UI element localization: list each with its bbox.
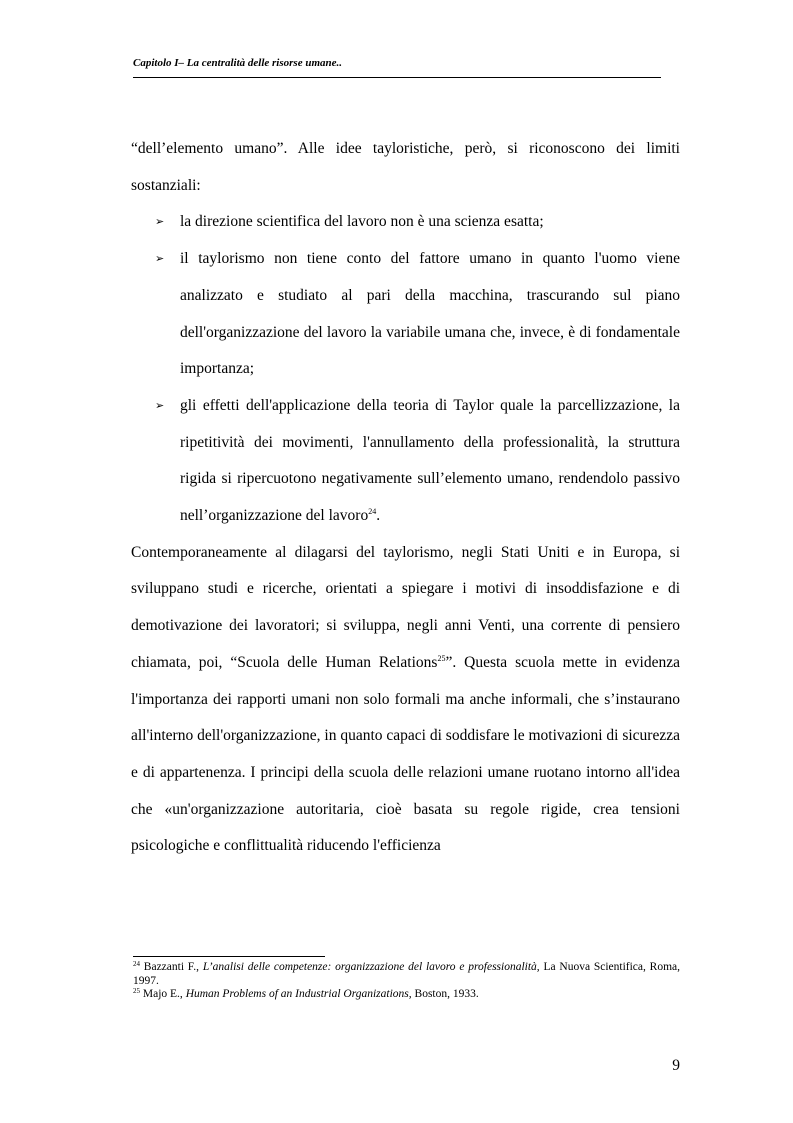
- arrow-bullet-icon: ➢: [155, 215, 165, 229]
- footnote-divider: [133, 956, 325, 957]
- footnote-25: [133, 988, 680, 1002]
- footnote-author: Majo E.,: [142, 988, 186, 1000]
- list-item-text: gli effetti dell'applicazione della teoria di Taylor quale la parcellizzazione, la ripetitività dei movimenti, l'annullamento della professionalità, la struttura rigida si ripercuotono negativamente sull’elemento umano, rendendolo passivo nell’organizzazione del lavoro: [180, 396, 680, 525]
- running-header: Capitolo I– La centralità delle risorse umane..: [133, 57, 343, 69]
- list-item-text: la direzione scientifica del lavoro non è una scienza esatta;: [180, 213, 544, 231]
- list-item-end: .: [376, 507, 381, 525]
- limits-list: [131, 204, 680, 534]
- body-text: [131, 131, 680, 865]
- arrow-bullet-icon: ➢: [155, 398, 165, 412]
- footnote-ref-24[interactable]: 24: [368, 507, 377, 517]
- main-paragraph: [131, 535, 680, 865]
- list-item-text: il taylorismo non tiene conto del fattore umano in quanto l'uomo viene analizzato e studiato al pari della macchina, trascurando sul piano dell'organizzazione del lavoro la variabile umana che, invece, è di fondamentale importanza;: [180, 250, 680, 378]
- footnote-number: 24: [133, 960, 140, 968]
- footnote-title: L’analisi delle competenze: organizzazione del lavoro e professionalità,: [202, 961, 540, 973]
- paragraph-text-1: Contemporaneamente al dilagarsi del taylorismo, negli Stati Uniti e in Europa, si sviluppano studi e ricerche, orientati a spiegare i motivi di insoddisfazione e di demotivazione dei lavoratori; si sviluppa, negli anni Venti, una corrente di pensiero chiamata, poi, “Scuola delle Human Relations: [131, 543, 680, 671]
- footnotes: [133, 961, 680, 1002]
- footnote-publisher: Boston, 1933.: [411, 988, 479, 1000]
- footnote-24: [133, 961, 680, 988]
- header-divider: [133, 77, 661, 78]
- list-item: [131, 204, 680, 241]
- page-number: 9: [672, 1057, 680, 1074]
- footnote-ref-25[interactable]: 25: [437, 653, 446, 663]
- footnote-number: 25: [133, 987, 140, 995]
- list-item: [131, 241, 680, 388]
- paragraph-text-2: ”. Questa scuola mette in evidenza l'importanza dei rapporti umani non solo formali ma anche informali, che s’instaurano all'interno dell'organizzazione, in quanto capaci di soddisfare le motivazioni di sicurezza e di appartenenza. I principi della scuola delle relazioni umane ruotano intorno all'idea che «un'organizzazione autoritaria, cioè basata su regole rigide, crea tensioni psicologiche e conflittualità riducendo l'efficienza: [131, 653, 680, 855]
- arrow-bullet-icon: ➢: [155, 252, 165, 266]
- footnote-author: Bazzanti F.,: [143, 961, 203, 973]
- footnote-title: Human Problems of an Industrial Organizations,: [185, 988, 412, 1000]
- footnote-publisher: La Nuova Scientifica, Roma, 1997.: [133, 961, 681, 987]
- list-item: [131, 388, 680, 535]
- intro-paragraph: “dell’elemento umano”. Alle idee tayloristiche, però, si riconoscono dei limiti sostanziali:: [131, 140, 680, 194]
